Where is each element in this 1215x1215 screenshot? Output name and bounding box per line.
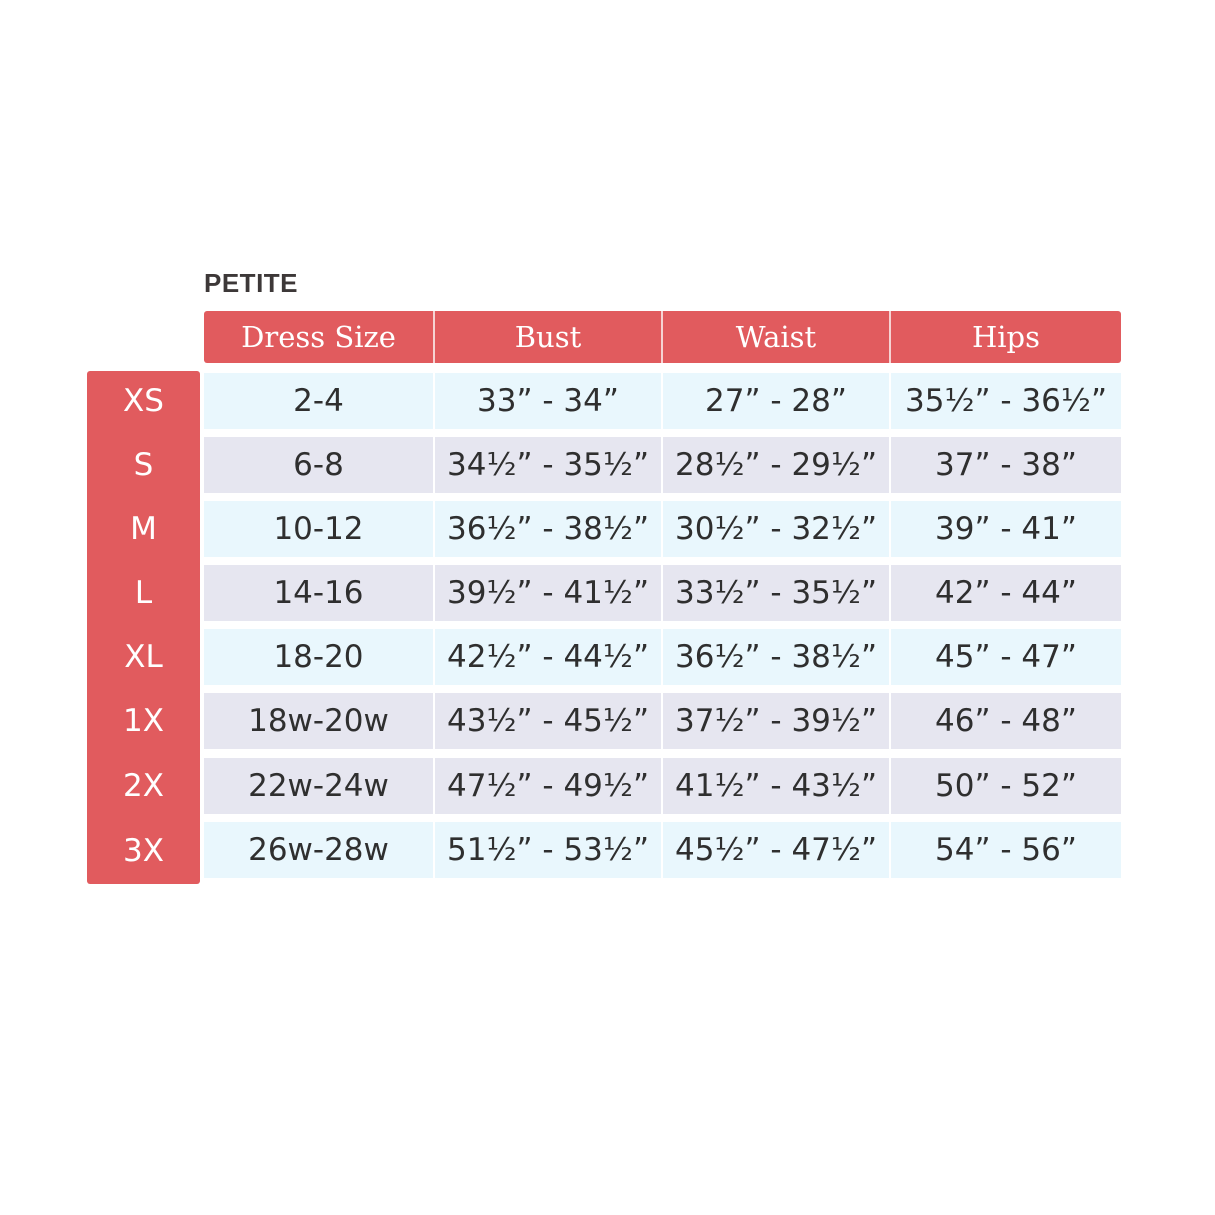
table-header bbox=[204, 311, 1121, 363]
table-row bbox=[204, 693, 1121, 749]
cell-waist: 33½” - 35½” bbox=[661, 565, 889, 621]
table-row bbox=[204, 565, 1121, 621]
cell-hips: 42” - 44” bbox=[889, 565, 1121, 621]
cell-dress-size: 2-4 bbox=[293, 383, 344, 419]
cell-hips: 46” - 48” bbox=[889, 693, 1121, 749]
size-label-s: S bbox=[133, 447, 154, 483]
cell-dress-size: 18w-20w bbox=[248, 703, 389, 739]
cell-bust: 51½” - 53½” bbox=[433, 822, 661, 878]
page-title: PETITE bbox=[204, 268, 299, 298]
cell-dress-size: 6-8 bbox=[293, 447, 344, 483]
header-dress-size: Dress Size bbox=[241, 320, 396, 354]
cell-hips: 50” - 52” bbox=[889, 758, 1121, 814]
cell-waist: 37½” - 39½” bbox=[661, 693, 889, 749]
cell-bust: 47½” - 49½” bbox=[433, 758, 661, 814]
size-label-xs: XS bbox=[123, 383, 164, 419]
size-label-column bbox=[87, 371, 200, 884]
cell-bust: 36½” - 38½” bbox=[433, 501, 661, 557]
table-row bbox=[204, 437, 1121, 493]
cell-hips: 39” - 41” bbox=[889, 501, 1121, 557]
cell-dress-size: 26w-28w bbox=[248, 832, 389, 868]
cell-waist: 28½” - 29½” bbox=[661, 437, 889, 493]
table-row bbox=[204, 373, 1121, 429]
cell-bust: 34½” - 35½” bbox=[433, 437, 661, 493]
cell-bust: 33” - 34” bbox=[433, 373, 661, 429]
cell-waist: 45½” - 47½” bbox=[661, 822, 889, 878]
cell-waist: 36½” - 38½” bbox=[661, 629, 889, 685]
cell-dress-size: 22w-24w bbox=[248, 768, 389, 804]
cell-bust: 42½” - 44½” bbox=[433, 629, 661, 685]
cell-dress-size: 18-20 bbox=[273, 639, 364, 675]
size-label-1x: 1X bbox=[123, 703, 164, 739]
table-row bbox=[204, 501, 1121, 557]
header-hips: Hips bbox=[889, 311, 1121, 363]
header-waist: Waist bbox=[661, 311, 889, 363]
size-label-2x: 2X bbox=[123, 768, 164, 804]
cell-hips: 35½” - 36½” bbox=[889, 373, 1121, 429]
size-label-l: L bbox=[134, 575, 153, 611]
cell-bust: 39½” - 41½” bbox=[433, 565, 661, 621]
header-bust: Bust bbox=[433, 311, 661, 363]
size-label-xl: XL bbox=[124, 639, 163, 675]
size-label-3x: 3X bbox=[123, 833, 164, 869]
cell-waist: 41½” - 43½” bbox=[661, 758, 889, 814]
cell-hips: 54” - 56” bbox=[889, 822, 1121, 878]
table-row bbox=[204, 758, 1121, 814]
size-label-m: M bbox=[130, 511, 157, 547]
cell-hips: 45” - 47” bbox=[889, 629, 1121, 685]
cell-hips: 37” - 38” bbox=[889, 437, 1121, 493]
cell-dress-size: 14-16 bbox=[273, 575, 364, 611]
cell-waist: 27” - 28” bbox=[661, 373, 889, 429]
cell-dress-size: 10-12 bbox=[273, 511, 364, 547]
table-row bbox=[204, 822, 1121, 878]
cell-waist: 30½” - 32½” bbox=[661, 501, 889, 557]
table-row bbox=[204, 629, 1121, 685]
cell-bust: 43½” - 45½” bbox=[433, 693, 661, 749]
